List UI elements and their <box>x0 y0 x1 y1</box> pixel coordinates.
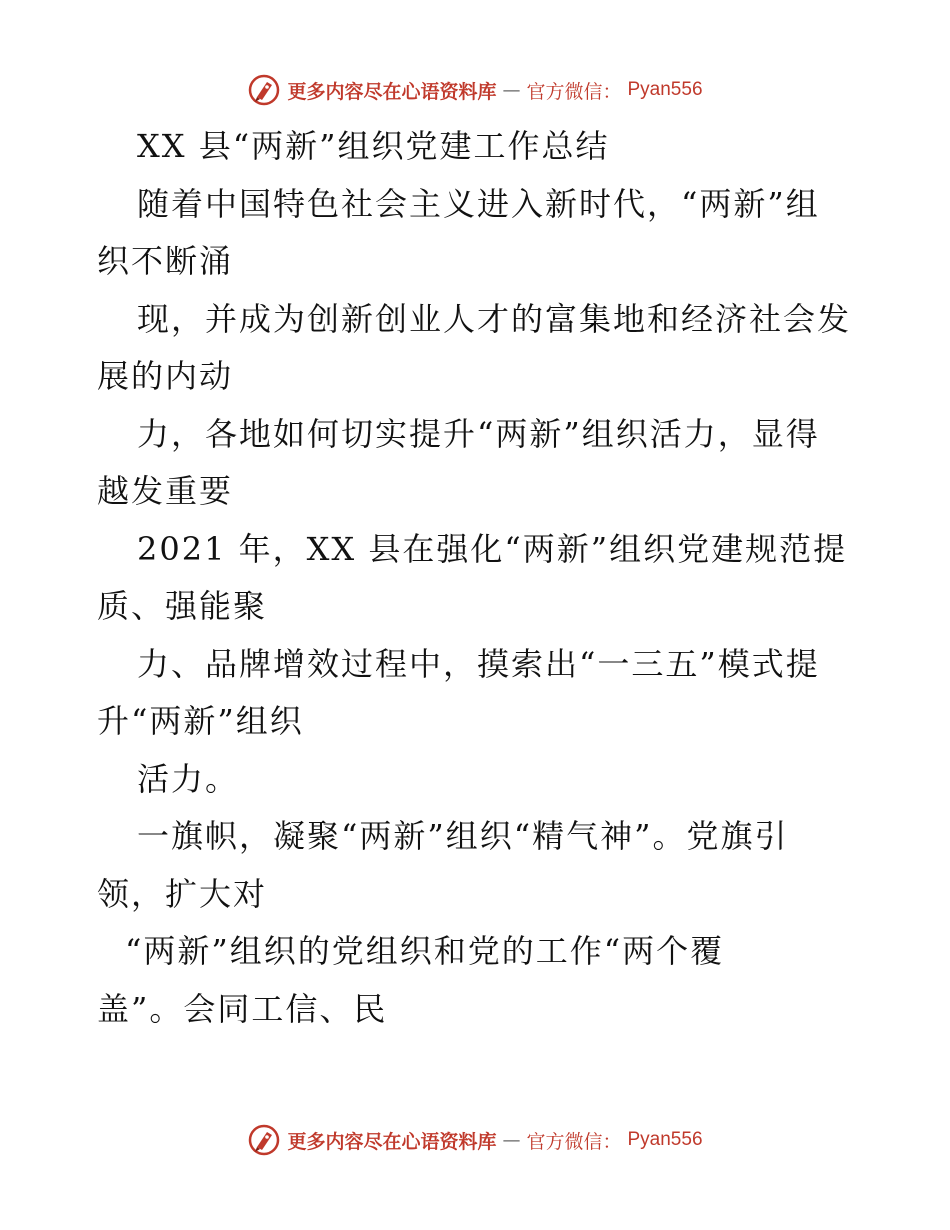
pen-nib-logo-icon <box>247 73 281 107</box>
paragraph-line: 越发重要 <box>97 472 234 510</box>
paragraph-line: 力、品牌增效过程中，摸索出“一三五”模式提 <box>137 644 820 683</box>
header-banner-content <box>247 73 702 107</box>
document-title: XX 县“两新”组织党建工作总结 <box>137 127 610 165</box>
footer-banner-content <box>247 1123 702 1157</box>
footer-banner-wechat-label: 官方微信： <box>526 1130 622 1153</box>
paragraph-line: 现，并成为创新创业人才的富集地和经济社会发 <box>137 299 852 338</box>
paragraph-line: 质、强能聚 <box>97 587 268 625</box>
paragraph-line: “两新”组织的党组织和党的工作“两个覆 <box>125 932 725 970</box>
footer-banner <box>0 1120 950 1160</box>
footer-banner-title: 更多内容尽在心语资料库 <box>287 1130 497 1153</box>
banner-wechat-id: Pyan556 <box>627 79 703 100</box>
pen-nib-logo-icon <box>247 1123 281 1157</box>
header-banner <box>0 70 950 110</box>
banner-dash: — <box>502 79 521 101</box>
paragraph-line: 力，各地如何切实提升“两新”组织活力，显得 <box>137 414 820 453</box>
paragraph-line: 织不断涌 <box>97 242 234 280</box>
paragraph-line: 盖”。会同工信、民 <box>97 989 388 1028</box>
footer-banner-wechat-id: Pyan556 <box>627 1129 703 1150</box>
footer-banner-dash: — <box>502 1129 521 1151</box>
banner-wechat-label: 官方微信： <box>526 80 622 103</box>
paragraph-line: 领，扩大对 <box>97 874 268 913</box>
paragraph-line: 2021 年，XX 县在强化“两新”组织党建规范提 <box>137 529 848 568</box>
paragraph-line: 升“两新”组织 <box>97 702 304 740</box>
paragraph-line: 随着中国特色社会主义进入新时代，“两新”组 <box>137 184 820 223</box>
document-body <box>97 118 857 1038</box>
paragraph-line: 一旗帜，凝聚“两新”组织“精气神”。党旗引 <box>137 817 789 855</box>
paragraph-line: 活力。 <box>137 759 240 798</box>
banner-title: 更多内容尽在心语资料库 <box>287 80 497 103</box>
paragraph-line: 展的内动 <box>97 357 234 395</box>
